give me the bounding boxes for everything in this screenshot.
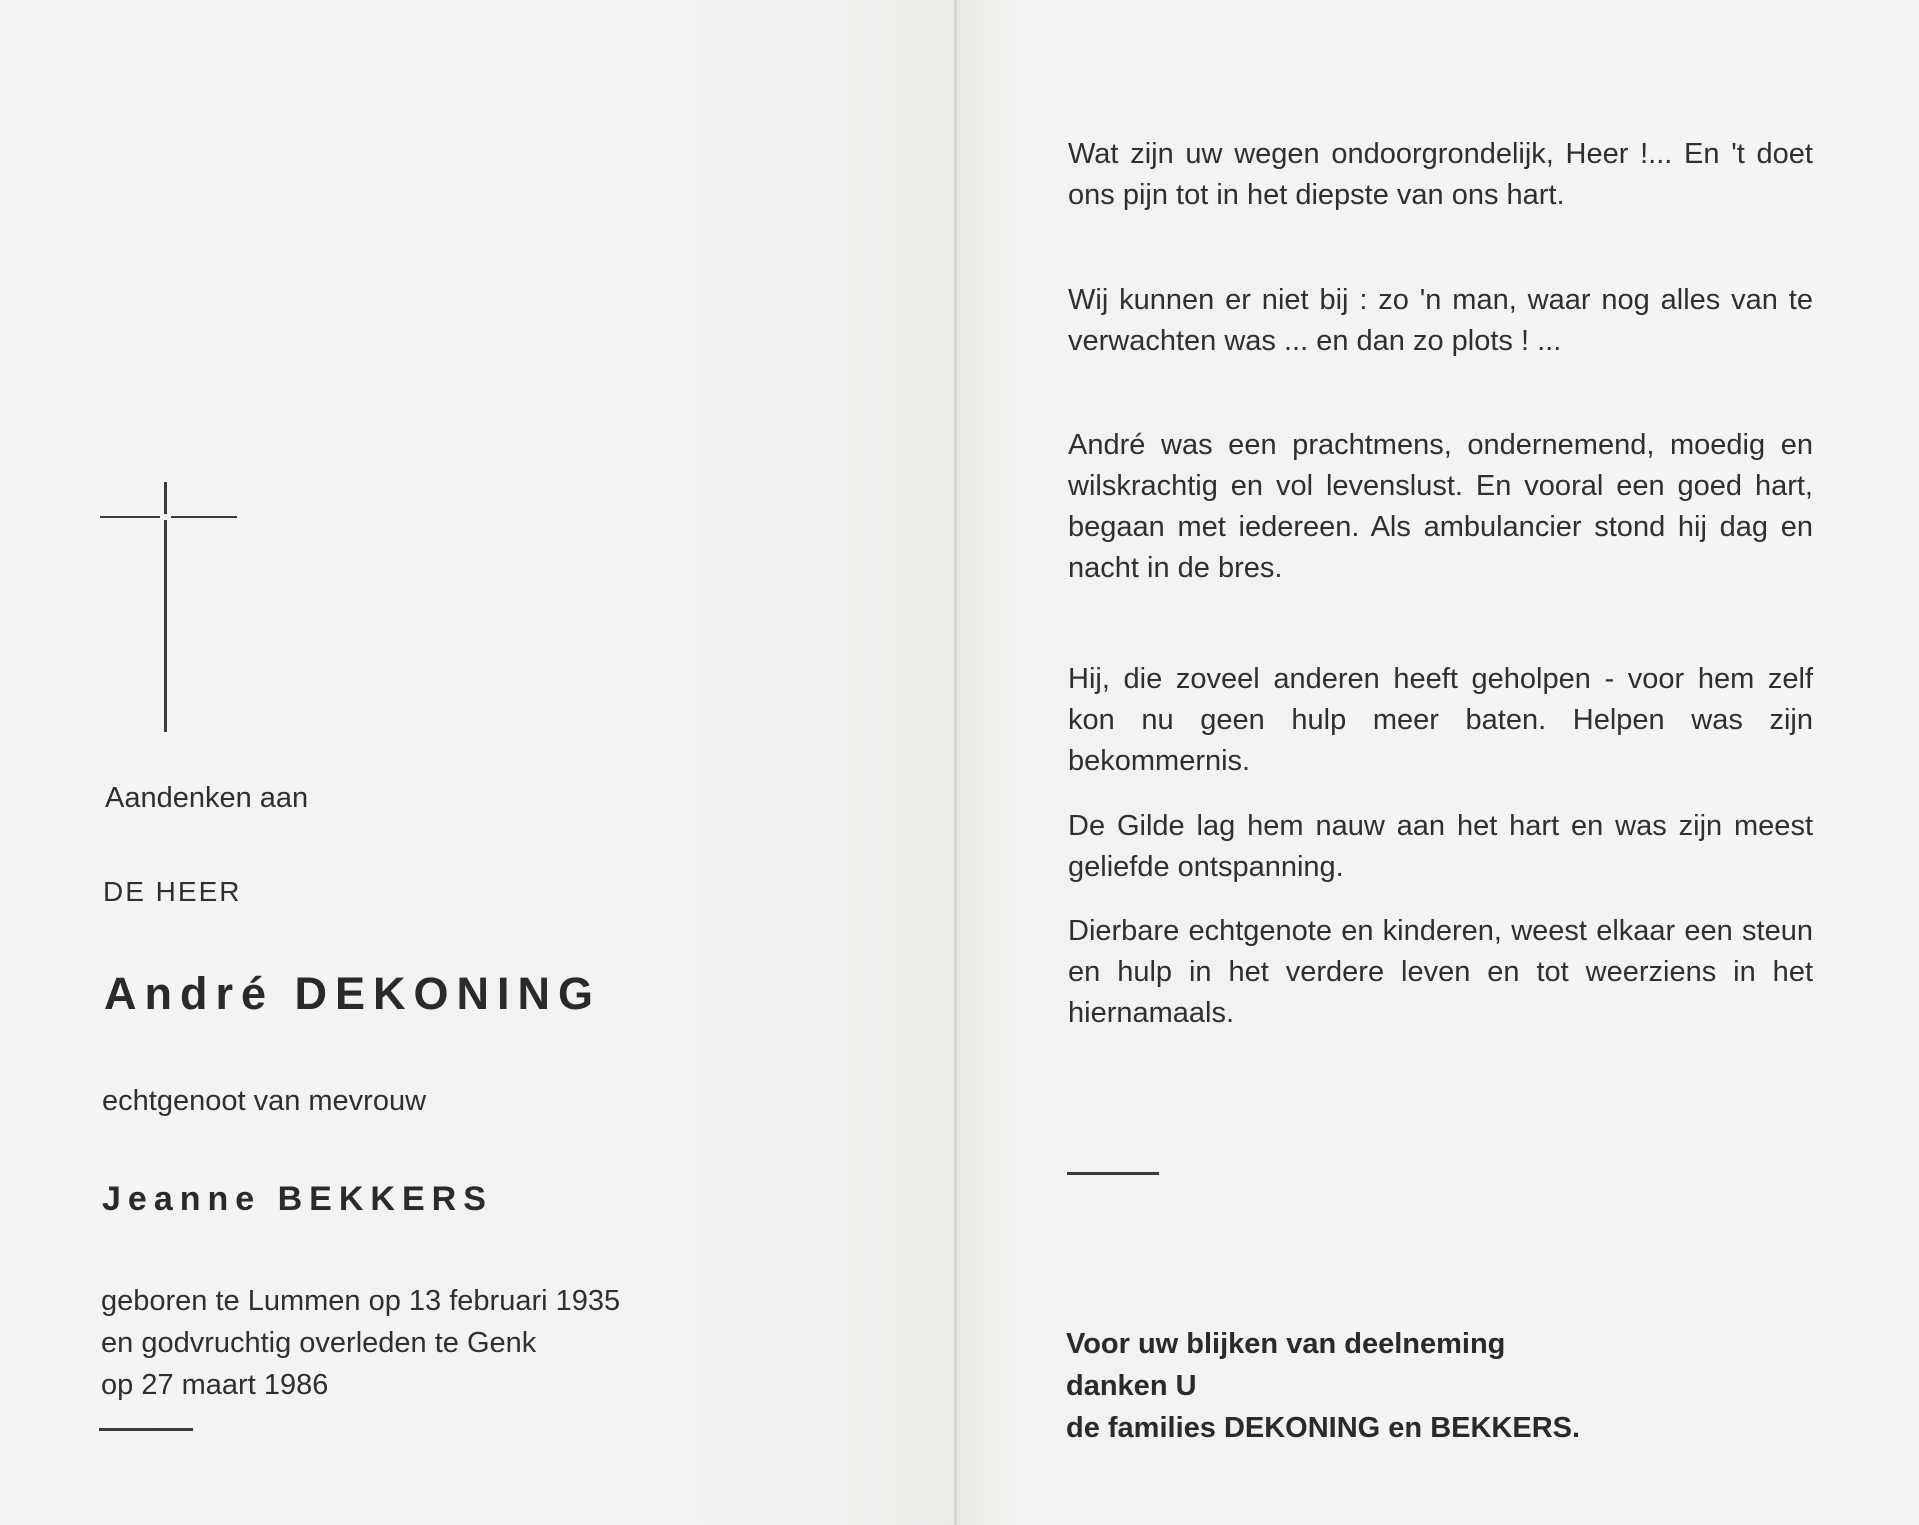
life-dates bbox=[101, 1280, 620, 1406]
spouse-name: Jeanne BEKKERS bbox=[102, 1180, 493, 1218]
thanks-line: danken U bbox=[1066, 1370, 1197, 1402]
thanks-block bbox=[1066, 1323, 1580, 1449]
intro-text: Aandenken aan bbox=[105, 782, 309, 814]
thanks-line: de families DEKONING en BEKKERS. bbox=[1066, 1412, 1581, 1444]
verse-paragraph: André was een prachtmens, ondernemend, moedig en wilskrachtig en vol levenslust. En vooral een goed hart, begaan met iedereen. Als ambulancier stond hij dag en nacht in de bres. bbox=[1068, 429, 1813, 584]
deceased-name: André DEKONING bbox=[104, 968, 602, 1019]
relation-text: echtgenoot van mevrouw bbox=[102, 1085, 427, 1117]
death-date: op 27 maart 1986 bbox=[101, 1369, 329, 1401]
left-divider bbox=[99, 1428, 193, 1431]
verse-paragraph: De Gilde lag hem nauw aan het hart en was zijn meest geliefde ontspanning. bbox=[1068, 810, 1813, 883]
verse-paragraph: Dierbare echtgenote en kinderen, weest elkaar een steun en hulp in het verdere leven en tot weerziens in het hiernamaals. bbox=[1068, 915, 1813, 1029]
verse-paragraph: Hij, die zoveel anderen heeft geholpen - voor hem zelf kon nu geen hulp meer baten. Helpen was zijn bekommernis. bbox=[1068, 663, 1813, 777]
title-text: DE HEER bbox=[103, 876, 242, 907]
verse-paragraph: Wij kunnen er niet bij : zo 'n man, waar nog alles van te verwachten was ... en dan zo plots ! ... bbox=[1068, 284, 1813, 357]
right-divider bbox=[1067, 1172, 1159, 1175]
verse-paragraph: Wat zijn uw wegen ondoorgrondelijk, Heer !... En 't doet ons pijn tot in het diepste van ons hart. bbox=[1068, 138, 1813, 211]
left-card-panel bbox=[0, 0, 955, 1525]
birth-line: geboren te Lummen op 13 februari 1935 bbox=[101, 1285, 621, 1317]
death-line: en godvruchtig overleden te Genk bbox=[101, 1327, 537, 1359]
thanks-line: Voor uw blijken van deelneming bbox=[1066, 1328, 1506, 1360]
